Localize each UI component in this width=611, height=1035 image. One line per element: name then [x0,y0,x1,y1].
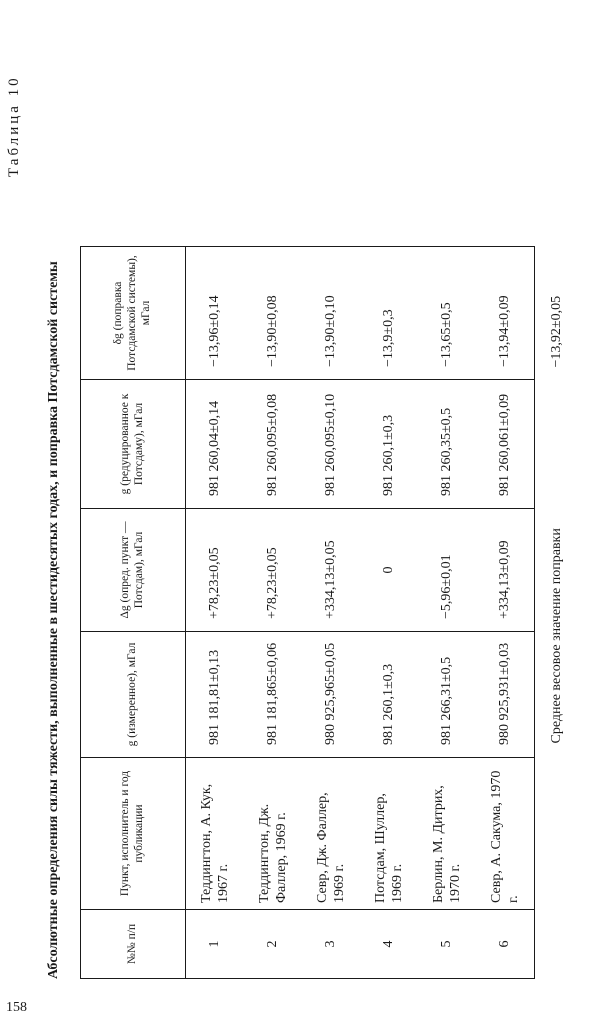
cell-point: Потсдам, Шуллер, 1969 г. [360,758,418,910]
cell-correction: −13,96±0,14 [186,247,245,380]
table-row [186,247,245,979]
header-correction: δg (поправка Потсдамской системы), мГал [81,247,186,380]
cell-g-measured: 981 181,81±0,13 [186,632,245,758]
table-header-row [81,247,186,979]
cell-point: Берлин, М. Дитрих, 1970 г. [418,758,476,910]
page-number: 158 [6,1000,27,1015]
cell-g-reduced: 981 260,095±0,08 [244,380,302,509]
cell-num: 4 [360,910,418,979]
average-label: Среднее весовое значение поправки [535,380,580,758]
average-spacer [535,758,580,979]
cell-delta-g: +334,13±0,09 [476,509,535,632]
cell-delta-g: +334,13±0,05 [302,509,360,632]
cell-num: 6 [476,910,535,979]
header-delta-g: Δg (опред. пункт — Потсдам), мГал [81,509,186,632]
table-label: Таблица 10 [6,75,22,177]
average-value: −13,92±0,05 [535,247,580,380]
header-g-reduced: g (редуцированное к Потсдаму), мГал [81,380,186,509]
table-row [302,247,360,979]
table-container [80,246,579,979]
cell-delta-g: +78,23±0,05 [186,509,245,632]
table-row [476,247,535,979]
cell-correction: −13,90±0,08 [244,247,302,380]
cell-correction: −13,65±0,5 [418,247,476,380]
cell-g-measured: 981 260,1±0,3 [360,632,418,758]
cell-delta-g: −5,96±0,01 [418,509,476,632]
cell-num: 5 [418,910,476,979]
cell-g-reduced: 981 260,061±0,09 [476,380,535,509]
cell-num: 1 [186,910,245,979]
cell-correction: −13,94±0,09 [476,247,535,380]
cell-point: Севр, А. Сакума, 1970 г. [476,758,535,910]
header-num: №№ п/п [81,910,186,979]
cell-num: 3 [302,910,360,979]
cell-delta-g: +78,23±0,05 [244,509,302,632]
average-row [535,247,580,979]
cell-point: Теддингтон, Дж. Фаллер, 1969 г. [244,758,302,910]
cell-num: 2 [244,910,302,979]
table-row [360,247,418,979]
cell-g-measured: 981 266,31±0,5 [418,632,476,758]
table-row [244,247,302,979]
gravity-table [80,246,579,979]
cell-point: Севр, Дж. Фаллер, 1969 г. [302,758,360,910]
header-g-measured: g (измеренное), мГал [81,632,186,758]
cell-g-measured: 981 181,865±0,06 [244,632,302,758]
cell-g-reduced: 981 260,1±0,3 [360,380,418,509]
cell-correction: −13,90±0,10 [302,247,360,380]
cell-g-measured: 980 925,931±0,03 [476,632,535,758]
cell-g-reduced: 981 260,04±0,14 [186,380,245,509]
cell-g-reduced: 981 260,095±0,10 [302,380,360,509]
cell-g-reduced: 981 260,35±0,5 [418,380,476,509]
cell-point: Теддингтон, А. Кук, 1967 г. [186,758,245,910]
table-row [418,247,476,979]
cell-delta-g: 0 [360,509,418,632]
cell-correction: −13,9±0,3 [360,247,418,380]
table-caption: Абсолютные определения силы тяжести, выполненные в шестидесятых годах, и поправка Потсдамской системы [46,261,61,979]
cell-g-measured: 980 925,965±0,05 [302,632,360,758]
header-point: Пункт, исполнитель и год публикации [81,758,186,910]
